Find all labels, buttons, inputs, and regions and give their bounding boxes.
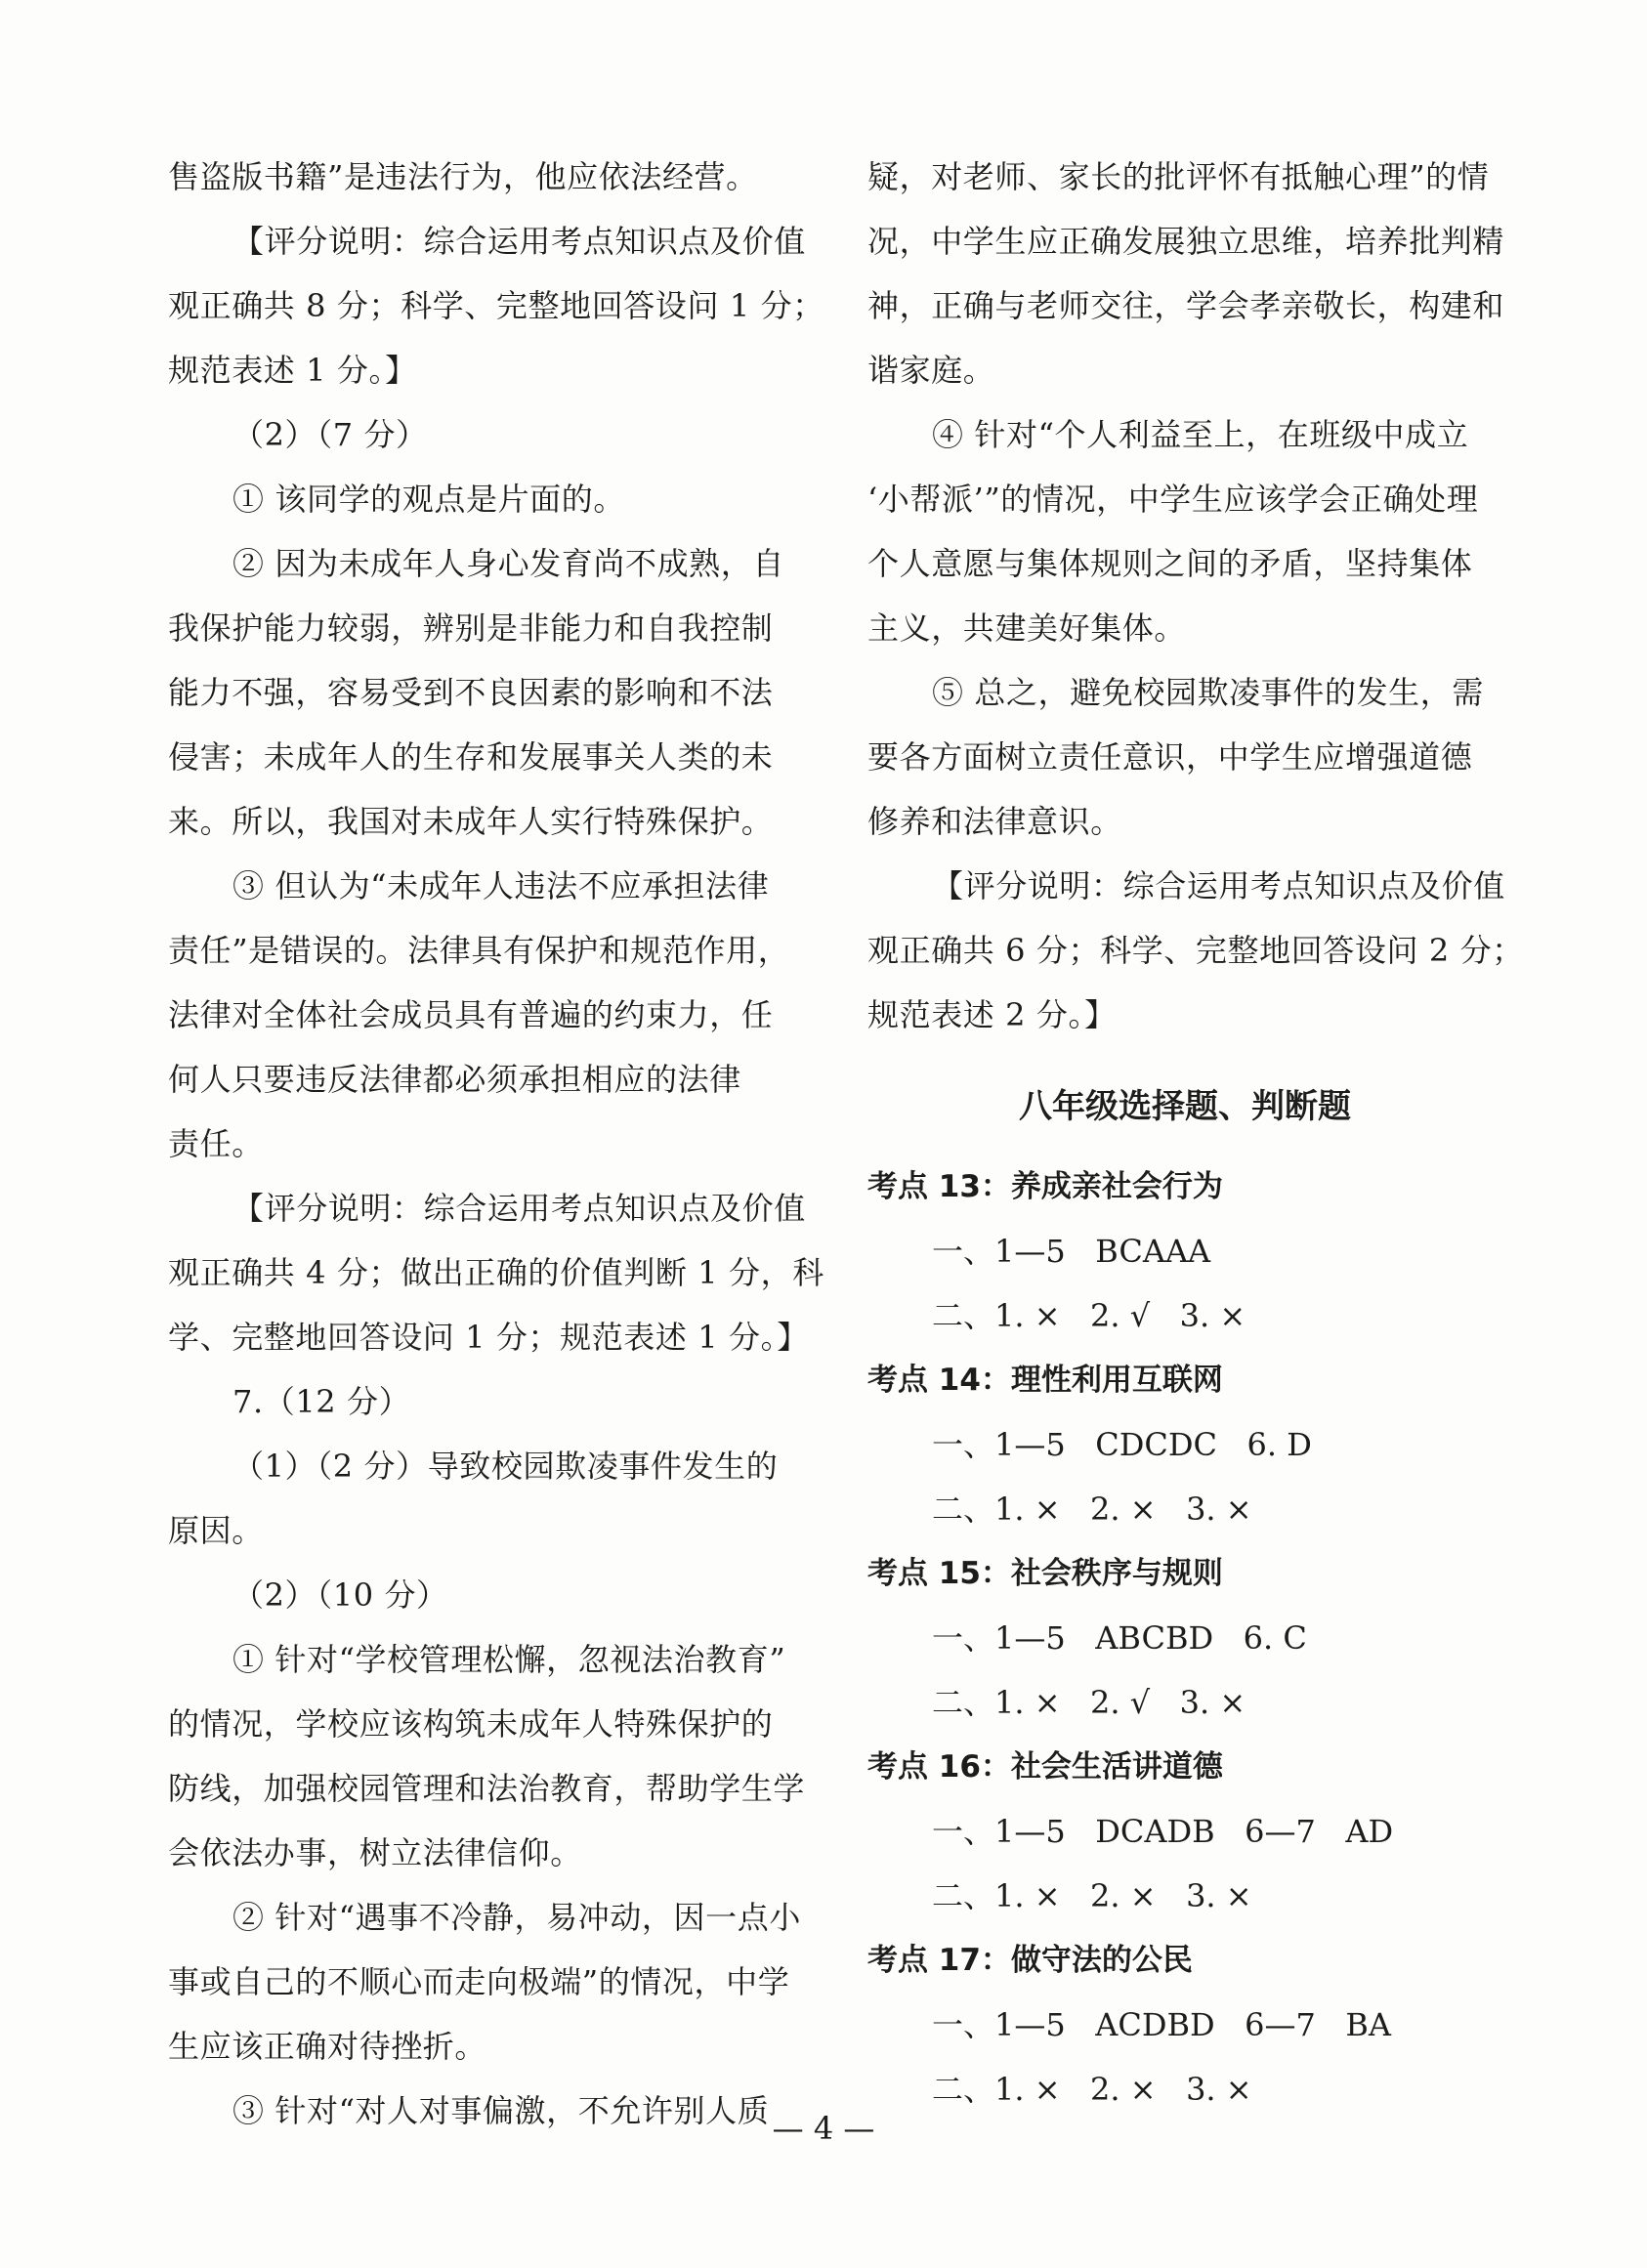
text-line: 个人意愿与集体规则之间的矛盾，坚持集体 <box>867 545 1473 582</box>
topic-block <box>867 1541 1502 1735</box>
text-line: 神，正确与老师交往，学会孝亲敬长，构建和 <box>867 287 1505 324</box>
answer-line: 一、1—5 CDCDC 6. D <box>932 1426 1312 1463</box>
topic-title: 考点 15：社会秩序与规则 <box>867 1556 1223 1591</box>
text-line: ① 该同学的观点是片面的。 <box>232 481 625 518</box>
text-line: 【评分说明：综合运用考点知识点及价值 <box>232 1190 806 1227</box>
text-line: （1）（2 分）导致校园欺凌事件发生的 <box>232 1448 779 1485</box>
text-line: （2）（10 分） <box>232 1576 448 1614</box>
text-line: 规范表述 2 分。】 <box>867 996 1117 1033</box>
answer-line: 二、1. × 2. × 3. × <box>932 1491 1252 1528</box>
text-line: 法律对全体社会成员具有普遍的约束力，任 <box>168 996 774 1033</box>
topic-block <box>867 1348 1502 1541</box>
answer-line: 二、1. × 2. × 3. × <box>932 1877 1252 1914</box>
text-line: 观正确共 4 分；做出正确的价值判断 1 分，科 <box>168 1254 824 1291</box>
text-line: 责任。 <box>168 1125 264 1162</box>
text-line: 售盗版书籍”是违法行为，他应依法经营。 <box>168 158 758 195</box>
topic-title: 考点 13：养成亲社会行为 <box>867 1169 1223 1204</box>
text-line: 疑，对老师、家长的批评怀有抵触心理”的情 <box>867 158 1490 195</box>
right-column <box>867 145 1524 2121</box>
answer-line: 二、1. × 2. √ 3. × <box>932 1684 1246 1721</box>
topic-block <box>867 1155 1502 1348</box>
text-line: 修养和法律意识。 <box>867 803 1122 840</box>
topic-block <box>867 1928 1502 2121</box>
text-line: 主义，共建美好集体。 <box>867 609 1187 647</box>
text-line: 何人只要违反法律都必须承担相应的法律 <box>168 1061 741 1098</box>
answer-line: 一、1—5 ABCBD 6. C <box>932 1619 1307 1657</box>
topic-title: 考点 17：做守法的公民 <box>867 1943 1193 1978</box>
text-line: 原因。 <box>168 1512 264 1549</box>
text-line: 会依法办事，树立法律信仰。 <box>168 1834 582 1871</box>
text-line: 生应该正确对待挫折。 <box>168 2028 487 2065</box>
answer-line: 二、1. × 2. √ 3. × <box>932 1297 1246 1334</box>
text-line: 事或自己的不顺心而走向极端”的情况，中学 <box>168 1963 790 2000</box>
text-line: 7.（12 分） <box>232 1383 411 1420</box>
answer-line: 一、1—5 ACDBD 6—7 BA <box>932 2006 1392 2043</box>
text-line: 要各方面树立责任意识，中学生应增强道德 <box>867 738 1473 776</box>
text-line: ② 因为未成年人身心发育尚不成熟，自 <box>232 545 784 582</box>
text-line: 侵害；未成年人的生存和发展事关人类的未 <box>168 738 774 776</box>
answer-line: 二、1. × 2. × 3. × <box>932 2071 1252 2108</box>
text-line: ‘小帮派’”的情况，中学生应该学会正确处理 <box>867 481 1479 518</box>
text-line: 学、完整地回答设问 1 分；规范表述 1 分。】 <box>168 1319 809 1356</box>
topic-title: 考点 16：社会生活讲道德 <box>867 1749 1223 1785</box>
text-line: 防线，加强校园管理和法治教育，帮助学生学 <box>168 1770 806 1807</box>
text-line: 规范表述 1 分。】 <box>168 352 417 389</box>
text-line: 【评分说明：综合运用考点知识点及价值 <box>232 223 806 260</box>
text-line: 责任”是错误的。法律具有保护和规范作用， <box>168 932 790 969</box>
text-line: ③ 但认为“未成年人违法不应承担法律 <box>232 867 770 904</box>
text-line: ⑤ 总之，避免校园欺凌事件的发生，需 <box>932 674 1484 711</box>
text-line: 况，中学生应正确发展独立思维，培养批判精 <box>867 223 1505 260</box>
text-line: （2）（7 分） <box>232 416 428 453</box>
text-line: ① 针对“学校管理松懈，忽视法治教育” <box>232 1641 786 1678</box>
page-number: — 4 — <box>772 2110 875 2147</box>
answer-line: 一、1—5 BCAAA <box>932 1233 1211 1270</box>
text-line: ④ 针对“个人利益至上，在班级中成立 <box>932 416 1469 453</box>
answer-line: 一、1—5 DCADB 6—7 AD <box>932 1813 1394 1850</box>
text-line: ② 针对“遇事不冷静，易冲动，因一点小 <box>232 1899 801 1936</box>
text-line: 谐家庭。 <box>867 352 995 389</box>
text-line: 【评分说明：综合运用考点知识点及价值 <box>932 867 1505 904</box>
text-line: 来。所以，我国对未成年人实行特殊保护。 <box>168 803 774 840</box>
text-line: 我保护能力较弱，辨别是非能力和自我控制 <box>168 609 774 647</box>
left-column <box>168 145 824 2143</box>
text-line: 观正确共 6 分；科学、完整地回答设问 2 分； <box>867 932 1524 969</box>
text-line: 的情况，学校应该构筑未成年人特殊保护的 <box>168 1705 774 1743</box>
text-line: 能力不强，容易受到不良因素的影响和不法 <box>168 674 774 711</box>
section-title: 八年级选择题、判断题 <box>1019 1087 1351 1126</box>
text-line: ③ 针对“对人对事偏激，不允许别人质 <box>232 2092 770 2129</box>
text-line: 观正确共 8 分；科学、完整地回答设问 1 分； <box>168 287 824 324</box>
topic-block <box>867 1735 1502 1928</box>
topic-title: 考点 14：理性利用互联网 <box>867 1363 1223 1398</box>
